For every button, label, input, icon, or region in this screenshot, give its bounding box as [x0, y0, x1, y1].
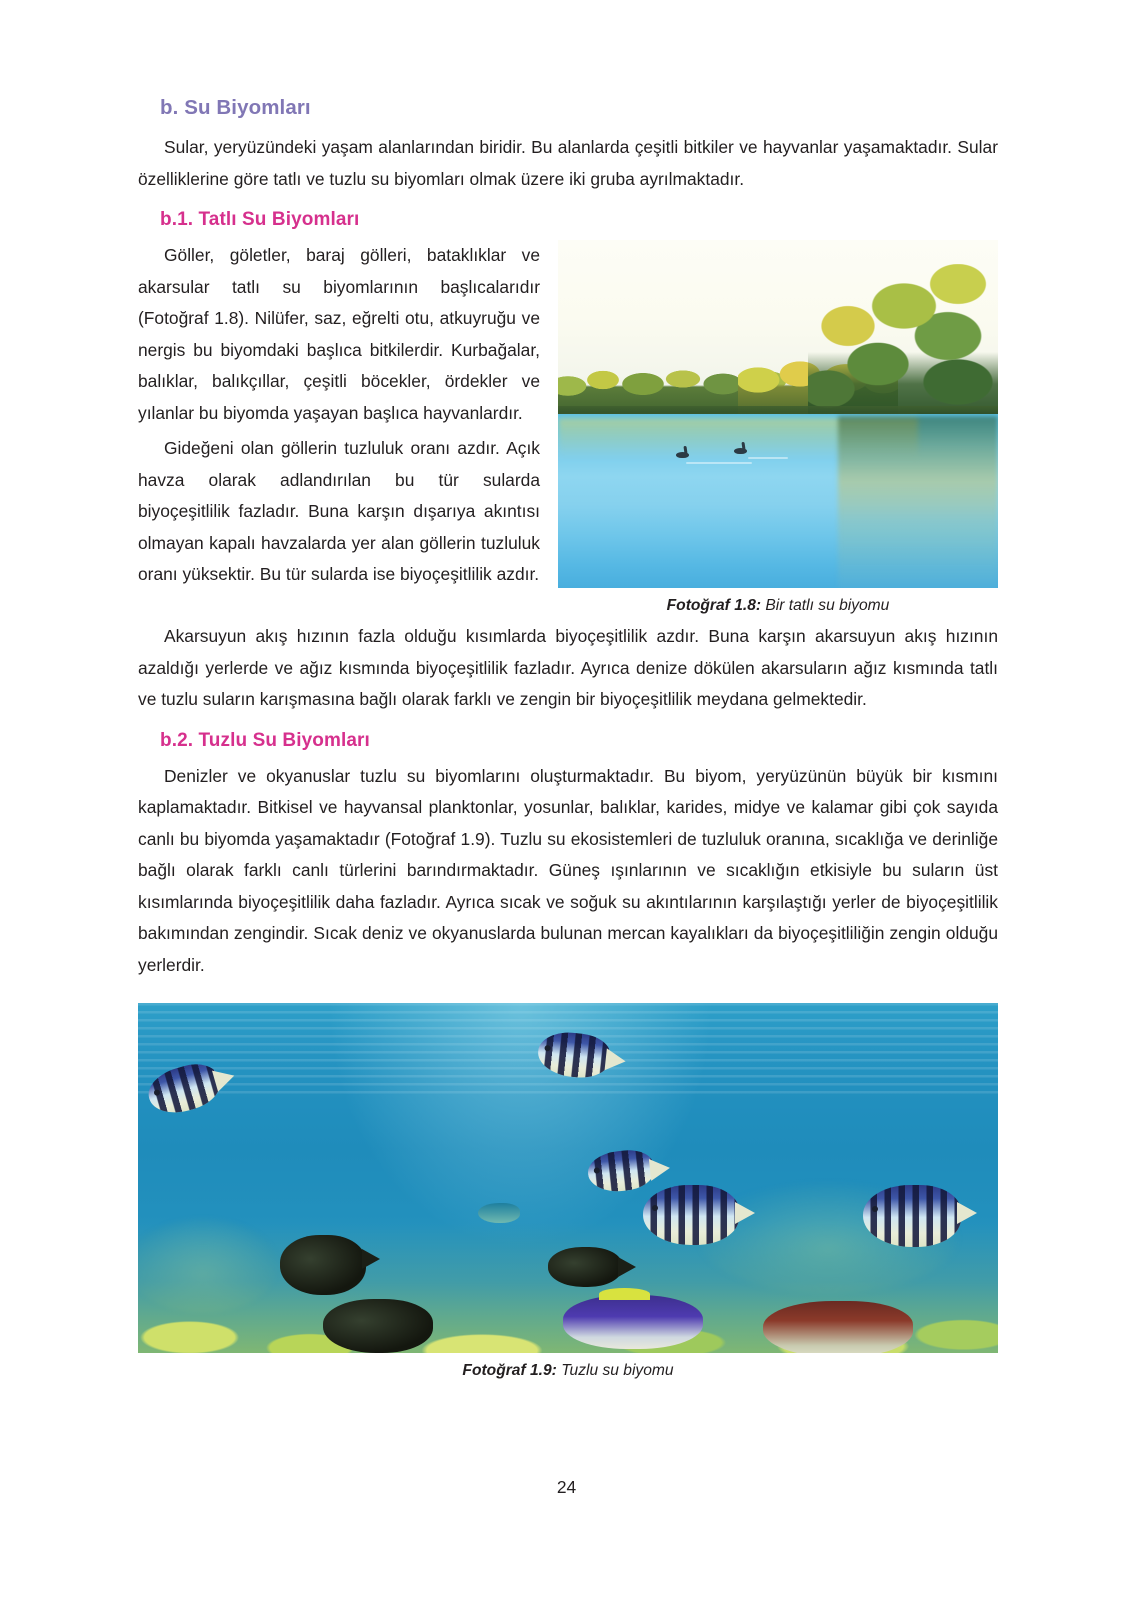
photo-freshwater-lake: [558, 240, 998, 588]
caption-fotograf-1-9: [138, 1362, 998, 1380]
page-number: 24: [556, 1477, 577, 1497]
fish-icon: [478, 1203, 520, 1223]
lake-reflection-right: [838, 416, 998, 588]
duck-icon: [734, 448, 747, 454]
figure-fotograf-1-9: [138, 1003, 998, 1380]
fish-icon: [536, 1029, 612, 1080]
paragraph-intro: Sular, yeryüzündeki yaşam alanlarından biridir. Bu alanlarda çeşitli bitkiler ve hayvanlar yaşamaktadır. Sular özelliklerine göre tatlı ve tuzlu su biyomları olmak üzere iki gruba ayrılmaktadır.: [138, 137, 998, 189]
caption-label: Fotoğraf 1.8:: [666, 597, 762, 614]
fish-icon: [323, 1299, 433, 1353]
paragraph-saltwater-1: Denizler ve okyanuslar tuzlu su biyomlarını oluşturmaktadır. Bu biyom, yeryüzünün büyük bir kısmını kaplamaktadır. Bitkisel ve hayvansal planktonlar, yosunlar, balıklar, karides, midye ve kalamar gibi çok sayıda canlı bu biyomda yaşamaktadır (Fotoğraf 1.9). Tuzlu su ekosistemleri de tuzluluk oranına, sıcaklığa ve derinliğe bağlı olarak farklı canlı türlerini barındırmaktadır. Güneş ışınlarının ve sıcaklığın etkisiyle bu suların üst kısımlarında biyoçeşitlilik daha fazladır. Ayrıca sıcak ve soğuk su akıntılarının karşılaştığı yerler de biyoçeşitlilik bakımından zengindir. Sıcak deniz ve okyanuslarda bulunan mercan kayalıkları da biyoçeşitliliğin zengin olduğu yerlerdir.: [138, 765, 998, 975]
page-content: [138, 96, 998, 1380]
paragraph-freshwater-2: Gideğeni olan göllerin tuzluluk oranı azdır. Açık havza olarak adlandırılan bu tür sularda biyoçeşitlilik fazladır. Buna karşın dışarıya akıntısı olmayan kapalı havzalarda yer alan göllerin tuzluluk oranı yüksektir. Bu tür sularda ise biyoçeşitlilik azdır.: [138, 438, 540, 584]
fish-icon: [280, 1235, 366, 1295]
heading-tuzlu-su-biyomlari: b.2. Tuzlu Su Biyomları: [160, 729, 370, 751]
duck-icon: [676, 452, 689, 458]
fish-icon: [863, 1185, 961, 1247]
caption-text: Tuzlu su biyomu: [556, 1362, 674, 1379]
caption-label: Fotoğraf 1.9:: [462, 1362, 557, 1379]
caption-text: Bir tatlı su biyomu: [761, 597, 890, 614]
fish-icon: [563, 1295, 703, 1349]
fish-icon: [763, 1301, 913, 1353]
lake-right-tree-mass: [808, 264, 998, 424]
figure-fotograf-1-8: [558, 240, 998, 615]
photo-saltwater-reef: [138, 1003, 998, 1353]
duck-wake: [748, 457, 788, 459]
fish-icon: [643, 1185, 739, 1245]
page-title-su-biyomlari: b. Su Biyomları: [160, 96, 311, 119]
paragraph-freshwater-3: Akarsuyun akış hızının fazla olduğu kısımlarda biyoçeşitlilik azdır. Buna karşın akarsuyun akış hızının azaldığı yerlerde ve ağız kısmında biyoçeşitlilik fazladır. Ayrıca denize dökülen akarsuların ağız kısmında tatlı ve tuzlu suların karışmasına bağlı olarak farklı ve zengin bir biyoçeşitlilik meydana gelmektedir.: [138, 626, 998, 709]
paragraph-freshwater-1: Göller, göletler, baraj gölleri, bataklıklar ve akarsular tatlı su biyomlarının başlıcalarıdır (Fotoğraf 1.8). Nilüfer, saz, eğrelti otu, atkuyruğu ve nergis bu biyomdaki başlıca bitkilerdir. Kurbağalar, balıklar, balıkçıllar, çeşitli böcekler, ördekler ve yılanlar bu biyomda yaşayan başlıca hayvanlardır.: [138, 245, 540, 423]
caption-fotograf-1-8: [558, 597, 998, 615]
heading-tatli-su-biyomlari: b.1. Tatlı Su Biyomları: [160, 209, 360, 230]
duck-wake: [686, 462, 752, 464]
fish-icon: [548, 1247, 622, 1287]
